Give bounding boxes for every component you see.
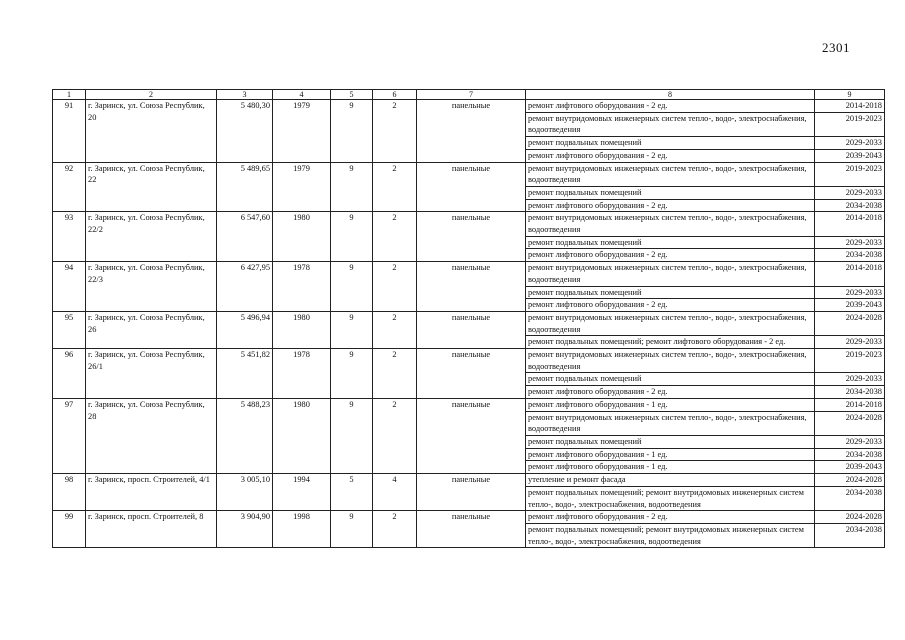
work-type-cell: ремонт лифтового оборудования - 1 ед. [526,448,815,461]
work-type-cell: ремонт подвальных помещений; ремонт лифтового оборудования - 2 ед. [526,336,815,349]
work-period-cell: 2034-2038 [815,448,885,461]
work-period-cell: 2014-2018 [815,398,885,411]
work-period-cell: 2034-2038 [815,199,885,212]
house-number-cell: 92 [53,162,86,212]
column-header: 4 [273,90,331,100]
area-cell: 5 480,30 [217,100,273,163]
work-period-cell: 2039-2043 [815,299,885,312]
work-period-cell: 2029-2033 [815,137,885,150]
house-number-cell: 98 [53,474,86,511]
work-period-cell: 2029-2033 [815,336,885,349]
floors-cell: 9 [331,311,373,348]
work-period-cell: 2039-2043 [815,461,885,474]
table-row [53,262,885,286]
year-built-cell: 1980 [273,212,331,262]
work-period-cell: 2029-2033 [815,236,885,249]
year-built-cell: 1980 [273,311,331,348]
work-period-cell: 2034-2038 [815,386,885,399]
work-type-cell: ремонт лифтового оборудования - 2 ед. [526,199,815,212]
address-cell: г. Заринск, ул. Союза Республик, 22 [86,162,217,212]
wall-material-cell: панельные [417,398,526,473]
repair-schedule-table [52,89,885,548]
page-number: 2301 [822,40,850,55]
address-cell: г. Заринск, ул. Союза Республик, 20 [86,100,217,163]
work-type-cell: ремонт внутридомовых инженерных систем тепло-, водо-, электроснабжения, водоотведения [526,212,815,236]
column-header: 2 [86,90,217,100]
work-period-cell: 2014-2018 [815,100,885,113]
work-period-cell: 2024-2028 [815,411,885,435]
work-type-cell: ремонт подвальных помещений [526,236,815,249]
wall-material-cell: панельные [417,212,526,262]
area-cell: 5 496,94 [217,311,273,348]
work-type-cell: ремонт внутридомовых инженерных систем тепло-, водо-, электроснабжения, водоотведения [526,162,815,186]
entrances-cell: 2 [373,262,417,312]
work-period-cell: 2034-2038 [815,486,885,510]
entrances-cell: 2 [373,349,417,399]
table-row [53,212,885,236]
work-type-cell: ремонт лифтового оборудования - 2 ед. [526,386,815,399]
entrances-cell: 4 [373,474,417,511]
floors-cell: 9 [331,162,373,212]
entrances-cell: 2 [373,511,417,548]
year-built-cell: 1980 [273,398,331,473]
year-built-cell: 1978 [273,262,331,312]
year-built-cell: 1979 [273,162,331,212]
column-header: 5 [331,90,373,100]
wall-material-cell: панельные [417,474,526,511]
year-built-cell: 1978 [273,349,331,399]
house-number-cell: 91 [53,100,86,163]
work-period-cell: 2029-2033 [815,186,885,199]
address-cell: г. Заринск, ул. Союза Республик, 22/2 [86,212,217,262]
column-header: 3 [217,90,273,100]
table-row [53,398,885,411]
wall-material-cell: панельные [417,262,526,312]
table-header-row [53,90,885,100]
wall-material-cell: панельные [417,162,526,212]
entrances-cell: 2 [373,212,417,262]
work-period-cell: 2024-2028 [815,474,885,487]
work-period-cell: 2039-2043 [815,149,885,162]
table-row [53,474,885,487]
entrances-cell: 2 [373,311,417,348]
work-period-cell: 2029-2033 [815,435,885,448]
work-type-cell: ремонт внутридомовых инженерных систем тепло-, водо-, электроснабжения, водоотведения [526,349,815,373]
work-type-cell: ремонт подвальных помещений [526,286,815,299]
column-header: 9 [815,90,885,100]
work-type-cell: ремонт подвальных помещений [526,137,815,150]
work-type-cell: ремонт лифтового оборудования - 1 ед. [526,461,815,474]
area-cell: 5 489,65 [217,162,273,212]
address-cell: г. Заринск, ул. Союза Республик, 28 [86,398,217,473]
work-type-cell: ремонт подвальных помещений; ремонт внутридомовых инженерных систем тепло-, водо-, электроснабжения, водоотведения [526,523,815,547]
work-period-cell: 2024-2028 [815,511,885,524]
wall-material-cell: панельные [417,349,526,399]
address-cell: г. Заринск, ул. Союза Республик, 26/1 [86,349,217,399]
wall-material-cell: панельные [417,511,526,548]
work-type-cell: ремонт внутридомовых инженерных систем тепло-, водо-, электроснабжения, водоотведения [526,411,815,435]
work-period-cell: 2019-2023 [815,112,885,136]
work-type-cell: ремонт внутридомовых инженерных систем тепло-, водо-, электроснабжения, водоотведения [526,311,815,335]
floors-cell: 9 [331,511,373,548]
area-cell: 3 904,90 [217,511,273,548]
table-body [53,100,885,548]
work-period-cell: 2019-2023 [815,349,885,373]
work-type-cell: ремонт подвальных помещений; ремонт внутридомовых инженерных систем тепло-, водо-, электроснабжения, водоотведения [526,486,815,510]
work-period-cell: 2019-2023 [815,162,885,186]
address-cell: г. Заринск, ул. Союза Республик, 22/3 [86,262,217,312]
house-number-cell: 96 [53,349,86,399]
floors-cell: 9 [331,349,373,399]
floors-cell: 9 [331,262,373,312]
house-number-cell: 97 [53,398,86,473]
entrances-cell: 2 [373,162,417,212]
column-header: 1 [53,90,86,100]
house-number-cell: 93 [53,212,86,262]
table-row [53,100,885,113]
work-period-cell: 2029-2033 [815,286,885,299]
area-cell: 5 488,23 [217,398,273,473]
address-cell: г. Заринск, просп. Строителей, 4/1 [86,474,217,511]
work-period-cell: 2029-2033 [815,373,885,386]
area-cell: 5 451,82 [217,349,273,399]
work-type-cell: ремонт лифтового оборудования - 1 ед. [526,398,815,411]
entrances-cell: 2 [373,398,417,473]
area-cell: 6 427,95 [217,262,273,312]
address-cell: г. Заринск, просп. Строителей, 8 [86,511,217,548]
column-header: 6 [373,90,417,100]
work-type-cell: ремонт лифтового оборудования - 2 ед. [526,149,815,162]
year-built-cell: 1994 [273,474,331,511]
house-number-cell: 94 [53,262,86,312]
floors-cell: 9 [331,212,373,262]
column-header: 8 [526,90,815,100]
floors-cell: 9 [331,398,373,473]
floors-cell: 9 [331,100,373,163]
area-cell: 3 005,10 [217,474,273,511]
wall-material-cell: панельные [417,311,526,348]
work-type-cell: утепление и ремонт фасада [526,474,815,487]
table-row [53,349,885,373]
table-row [53,511,885,524]
work-period-cell: 2034-2038 [815,523,885,547]
work-period-cell: 2014-2018 [815,262,885,286]
work-type-cell: ремонт лифтового оборудования - 2 ед. [526,249,815,262]
column-header: 7 [417,90,526,100]
work-type-cell: ремонт лифтового оборудования - 2 ед. [526,299,815,312]
table-row [53,162,885,186]
year-built-cell: 1998 [273,511,331,548]
work-type-cell: ремонт подвальных помещений [526,186,815,199]
table-row [53,311,885,335]
work-period-cell: 2024-2028 [815,311,885,335]
floors-cell: 5 [331,474,373,511]
work-type-cell: ремонт лифтового оборудования - 2 ед. [526,511,815,524]
entrances-cell: 2 [373,100,417,163]
work-period-cell: 2034-2038 [815,249,885,262]
work-period-cell: 2014-2018 [815,212,885,236]
work-type-cell: ремонт внутридомовых инженерных систем тепло-, водо-, электроснабжения, водоотведения [526,112,815,136]
work-type-cell: ремонт подвальных помещений [526,373,815,386]
area-cell: 6 547,60 [217,212,273,262]
year-built-cell: 1979 [273,100,331,163]
house-number-cell: 95 [53,311,86,348]
wall-material-cell: панельные [417,100,526,163]
work-type-cell: ремонт внутридомовых инженерных систем тепло-, водо-, электроснабжения, водоотведения [526,262,815,286]
work-type-cell: ремонт лифтового оборудования - 2 ед. [526,100,815,113]
house-number-cell: 99 [53,511,86,548]
work-type-cell: ремонт подвальных помещений [526,435,815,448]
address-cell: г. Заринск, ул. Союза Республик, 26 [86,311,217,348]
